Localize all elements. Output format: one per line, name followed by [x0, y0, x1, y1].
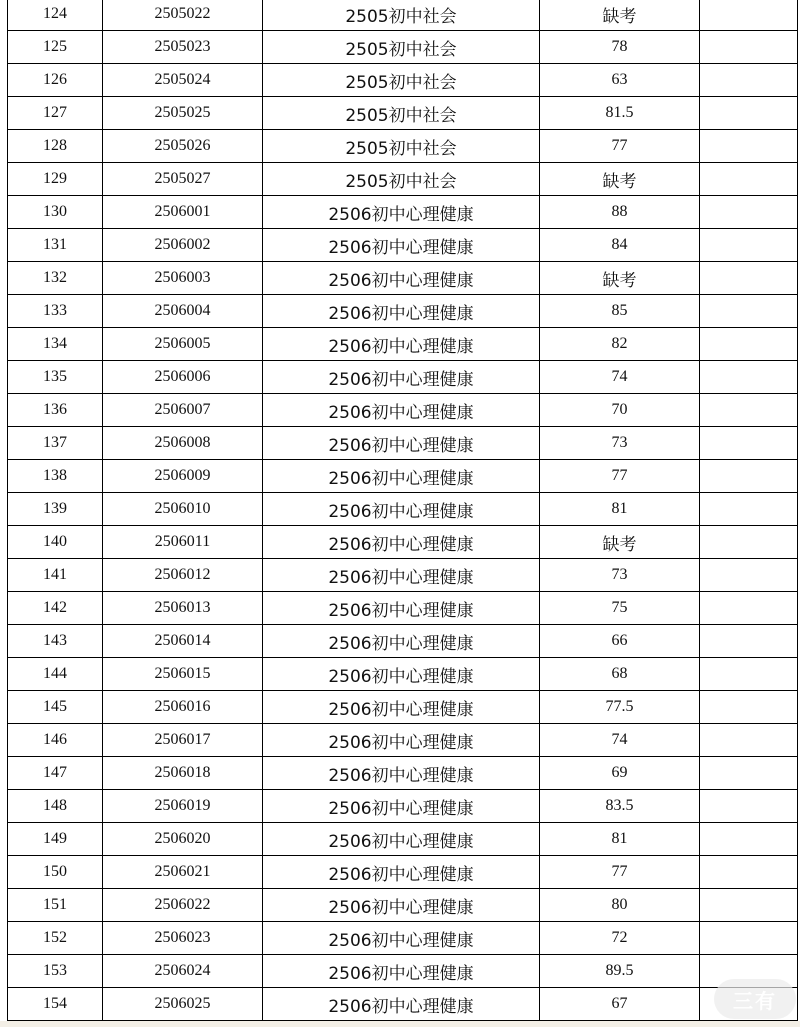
exam-id-cell: 2506014 [103, 625, 263, 658]
seq-cell: 145 [8, 691, 103, 724]
subject-cell: 2506初中心理健康 [263, 427, 540, 460]
remark-cell [700, 31, 798, 64]
subject-cell: 2506初中心理健康 [263, 955, 540, 988]
subject-cell: 2506初中心理健康 [263, 394, 540, 427]
table-row [8, 493, 798, 526]
seq-cell: 132 [8, 262, 103, 295]
remark-cell [700, 163, 798, 196]
remark-cell [700, 526, 798, 559]
table-row [8, 97, 798, 130]
seq-cell: 127 [8, 97, 103, 130]
seq-cell: 129 [8, 163, 103, 196]
table-row [8, 922, 798, 955]
subject-cell: 2505初中社会 [263, 163, 540, 196]
table-row [8, 625, 798, 658]
seq-cell: 126 [8, 64, 103, 97]
table-row [8, 394, 798, 427]
table-row [8, 0, 798, 31]
exam-id-cell: 2505022 [103, 0, 263, 31]
remark-cell [700, 64, 798, 97]
remark-cell [700, 724, 798, 757]
seq-cell: 153 [8, 955, 103, 988]
remark-cell [700, 592, 798, 625]
remark-cell [700, 658, 798, 691]
table-row [8, 691, 798, 724]
seq-cell: 130 [8, 196, 103, 229]
table-row [8, 130, 798, 163]
subject-cell: 2506初中心理健康 [263, 988, 540, 1021]
exam-id-cell: 2506021 [103, 856, 263, 889]
score-cell: 85 [540, 295, 700, 328]
table-row [8, 229, 798, 262]
table-row [8, 592, 798, 625]
seq-cell: 131 [8, 229, 103, 262]
seq-cell: 139 [8, 493, 103, 526]
score-cell: 75 [540, 592, 700, 625]
table-row [8, 658, 798, 691]
subject-cell: 2506初中心理健康 [263, 559, 540, 592]
subject-cell: 2506初中心理健康 [263, 856, 540, 889]
subject-cell: 2506初中心理健康 [263, 757, 540, 790]
exam-id-cell: 2506022 [103, 889, 263, 922]
score-cell: 74 [540, 724, 700, 757]
subject-cell: 2506初中心理健康 [263, 790, 540, 823]
table-row [8, 559, 798, 592]
table-row [8, 196, 798, 229]
seq-cell: 151 [8, 889, 103, 922]
remark-cell [700, 460, 798, 493]
seq-cell: 150 [8, 856, 103, 889]
subject-cell: 2506初中心理健康 [263, 724, 540, 757]
table-row [8, 427, 798, 460]
seq-cell: 133 [8, 295, 103, 328]
exam-id-cell: 2506019 [103, 790, 263, 823]
score-cell: 88 [540, 196, 700, 229]
exam-id-cell: 2506016 [103, 691, 263, 724]
exam-id-cell: 2506005 [103, 328, 263, 361]
watermark-logo [714, 979, 796, 1019]
remark-cell [700, 361, 798, 394]
remark-cell [700, 328, 798, 361]
table-row [8, 790, 798, 823]
table-row [8, 163, 798, 196]
remark-cell [700, 757, 798, 790]
score-cell: 缺考 [540, 0, 700, 31]
table-row [8, 31, 798, 64]
watermark-text: 三有 [733, 988, 777, 1013]
remark-cell [700, 196, 798, 229]
score-cell: 77 [540, 856, 700, 889]
seq-cell: 138 [8, 460, 103, 493]
exam-id-cell: 2506024 [103, 955, 263, 988]
exam-id-cell: 2506008 [103, 427, 263, 460]
table-row [8, 460, 798, 493]
exam-id-cell: 2505027 [103, 163, 263, 196]
remark-cell [700, 0, 798, 31]
score-cell: 缺考 [540, 526, 700, 559]
score-cell: 68 [540, 658, 700, 691]
score-cell: 70 [540, 394, 700, 427]
exam-id-cell: 2506010 [103, 493, 263, 526]
subject-cell: 2506初中心理健康 [263, 196, 540, 229]
remark-cell [700, 823, 798, 856]
exam-id-cell: 2506015 [103, 658, 263, 691]
seq-cell: 147 [8, 757, 103, 790]
exam-id-cell: 2506013 [103, 592, 263, 625]
table-row [8, 361, 798, 394]
subject-cell: 2506初中心理健康 [263, 691, 540, 724]
remark-cell [700, 625, 798, 658]
score-cell: 67 [540, 988, 700, 1021]
exam-id-cell: 2506018 [103, 757, 263, 790]
table-row [8, 757, 798, 790]
remark-cell [700, 493, 798, 526]
score-cell: 81 [540, 493, 700, 526]
score-table [7, 0, 798, 1021]
seq-cell: 144 [8, 658, 103, 691]
seq-cell: 148 [8, 790, 103, 823]
score-cell: 81.5 [540, 97, 700, 130]
score-cell: 77 [540, 130, 700, 163]
remark-cell [700, 97, 798, 130]
seq-cell: 143 [8, 625, 103, 658]
score-cell: 73 [540, 559, 700, 592]
table-row [8, 328, 798, 361]
exam-id-cell: 2506006 [103, 361, 263, 394]
score-cell: 89.5 [540, 955, 700, 988]
table-row [8, 295, 798, 328]
exam-id-cell: 2505025 [103, 97, 263, 130]
subject-cell: 2506初中心理健康 [263, 460, 540, 493]
exam-id-cell: 2506002 [103, 229, 263, 262]
exam-id-cell: 2506009 [103, 460, 263, 493]
table-row [8, 724, 798, 757]
viewer-background [0, 1021, 800, 1027]
score-cell: 84 [540, 229, 700, 262]
exam-id-cell: 2506011 [103, 526, 263, 559]
seq-cell: 134 [8, 328, 103, 361]
score-cell: 77.5 [540, 691, 700, 724]
table-row [8, 856, 798, 889]
seq-cell: 141 [8, 559, 103, 592]
exam-id-cell: 2506020 [103, 823, 263, 856]
subject-cell: 2506初中心理健康 [263, 328, 540, 361]
table-row [8, 955, 798, 988]
remark-cell [700, 790, 798, 823]
seq-cell: 125 [8, 31, 103, 64]
table-row [8, 823, 798, 856]
seq-cell: 136 [8, 394, 103, 427]
remark-cell [700, 691, 798, 724]
subject-cell: 2505初中社会 [263, 130, 540, 163]
score-cell: 缺考 [540, 163, 700, 196]
seq-cell: 140 [8, 526, 103, 559]
score-cell: 63 [540, 64, 700, 97]
subject-cell: 2506初中心理健康 [263, 658, 540, 691]
exam-id-cell: 2506017 [103, 724, 263, 757]
subject-cell: 2506初中心理健康 [263, 625, 540, 658]
score-cell: 69 [540, 757, 700, 790]
exam-id-cell: 2506023 [103, 922, 263, 955]
score-cell: 83.5 [540, 790, 700, 823]
remark-cell [700, 394, 798, 427]
subject-cell: 2506初中心理健康 [263, 889, 540, 922]
exam-id-cell: 2506025 [103, 988, 263, 1021]
score-cell: 66 [540, 625, 700, 658]
remark-cell [700, 559, 798, 592]
remark-cell [700, 922, 798, 955]
subject-cell: 2506初中心理健康 [263, 295, 540, 328]
subject-cell: 2506初中心理健康 [263, 229, 540, 262]
seq-cell: 149 [8, 823, 103, 856]
remark-cell [700, 889, 798, 922]
seq-cell: 128 [8, 130, 103, 163]
exam-id-cell: 2506007 [103, 394, 263, 427]
score-cell: 73 [540, 427, 700, 460]
subject-cell: 2506初中心理健康 [263, 526, 540, 559]
seq-cell: 135 [8, 361, 103, 394]
seq-cell: 146 [8, 724, 103, 757]
table-row [8, 64, 798, 97]
exam-id-cell: 2505026 [103, 130, 263, 163]
remark-cell [700, 427, 798, 460]
subject-cell: 2506初中心理健康 [263, 592, 540, 625]
score-cell: 81 [540, 823, 700, 856]
remark-cell [700, 130, 798, 163]
subject-cell: 2506初中心理健康 [263, 823, 540, 856]
remark-cell [700, 856, 798, 889]
subject-cell: 2506初中心理健康 [263, 262, 540, 295]
subject-cell: 2506初中心理健康 [263, 361, 540, 394]
seq-cell: 142 [8, 592, 103, 625]
score-cell: 78 [540, 31, 700, 64]
exam-id-cell: 2506012 [103, 559, 263, 592]
score-cell: 缺考 [540, 262, 700, 295]
subject-cell: 2505初中社会 [263, 0, 540, 31]
seq-cell: 152 [8, 922, 103, 955]
remark-cell [700, 295, 798, 328]
seq-cell: 154 [8, 988, 103, 1021]
exam-id-cell: 2505024 [103, 64, 263, 97]
subject-cell: 2505初中社会 [263, 64, 540, 97]
remark-cell [700, 229, 798, 262]
score-cell: 72 [540, 922, 700, 955]
subject-cell: 2506初中心理健康 [263, 493, 540, 526]
seq-cell: 137 [8, 427, 103, 460]
score-cell: 77 [540, 460, 700, 493]
score-table-body [8, 0, 798, 1021]
exam-id-cell: 2505023 [103, 31, 263, 64]
subject-cell: 2506初中心理健康 [263, 922, 540, 955]
subject-cell: 2505初中社会 [263, 97, 540, 130]
exam-id-cell: 2506003 [103, 262, 263, 295]
remark-cell [700, 262, 798, 295]
score-cell: 80 [540, 889, 700, 922]
table-row [8, 262, 798, 295]
seq-cell: 124 [8, 0, 103, 31]
table-row [8, 526, 798, 559]
subject-cell: 2505初中社会 [263, 31, 540, 64]
table-row [8, 988, 798, 1021]
exam-id-cell: 2506004 [103, 295, 263, 328]
table-row [8, 889, 798, 922]
score-cell: 74 [540, 361, 700, 394]
score-cell: 82 [540, 328, 700, 361]
exam-id-cell: 2506001 [103, 196, 263, 229]
